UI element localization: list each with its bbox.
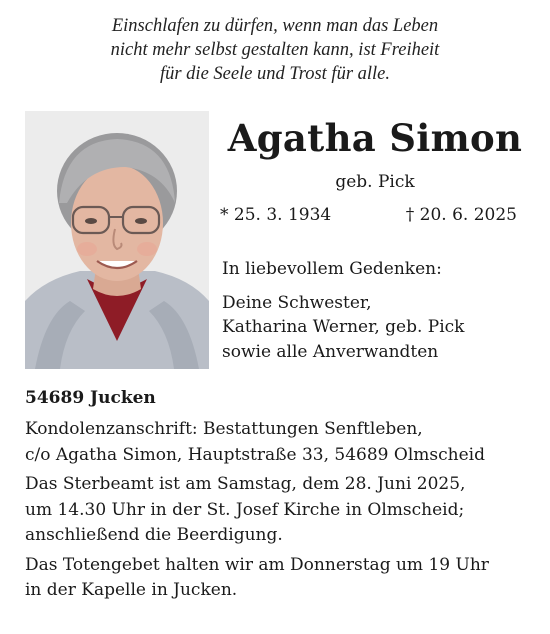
condolence-line: Kondolenzanschrift: Bestattungen Senftleben, [25,419,423,439]
death-date: † 20. 6. 2025 [405,205,517,225]
deceased-name: Agatha Simon [227,116,523,160]
mourner-line: Deine Schwester, [222,292,372,313]
birth-name: geb. Pick [335,172,415,192]
motto-line: Einschlafen zu dürfen, wenn man das Leben [111,16,439,36]
prayer-line: Das Totengebet halten wir am Donnerstag um 19 Uhr [25,554,489,575]
mourner-line: sowie alle Anverwandten [222,341,439,362]
motto-line: für die Seele und Trost für alle. [159,64,391,84]
portrait-photo [25,111,209,369]
mourner-line: Katharina Werner, geb. Pick [222,317,465,337]
funeral-info [25,417,535,604]
requiem-line: um 14.30 Uhr in der St. Josef Kirche in Olmscheid; [25,499,465,520]
condolence-line: c/o Agatha Simon, Hauptstraße 33, 54689 Olmscheid [25,444,485,465]
memory-block [222,257,532,364]
birth-date: * 25. 3. 1934 [220,205,332,225]
requiem-line: anschließend die Beerdigung. [25,525,283,545]
motto-verse [0,14,550,86]
requiem-line: Das Sterbeamt ist am Samstag, dem 28. Juni 2025, [25,474,466,494]
memory-heading: In liebevollem Gedenken: [222,259,442,279]
prayer-line: in der Kapelle in Jucken. [25,580,238,600]
motto-line: nicht mehr selbst gestalten kann, ist Freiheit [110,40,440,60]
town-heading: 54689 Jucken [25,388,156,408]
